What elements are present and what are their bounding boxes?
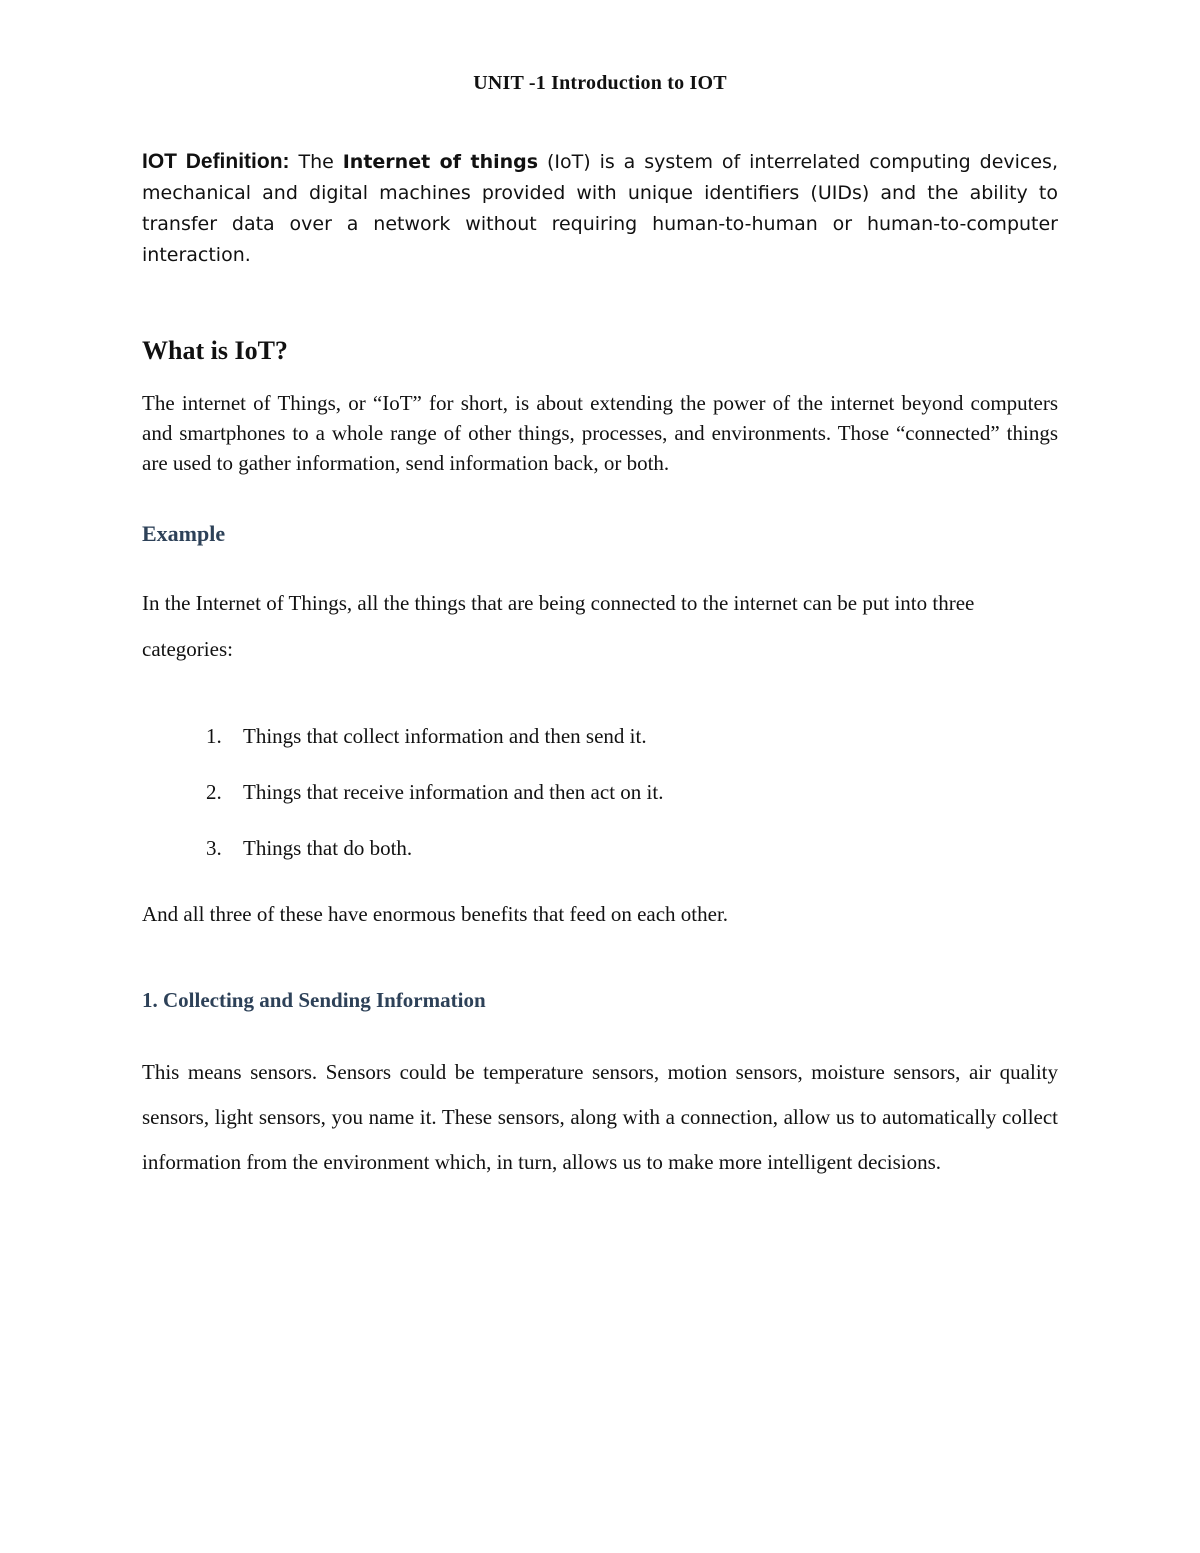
definition-term: Internet of things bbox=[342, 151, 539, 173]
definition-text-after: (IoT) is a system of interrelated computing devices, mechanical and digital machines provided with unique identifiers (UIDs) and the ability to transfer data over a network without requiring human-to-human or human-to-computer interaction. bbox=[142, 151, 1058, 266]
list-item-number: 1. bbox=[206, 724, 222, 748]
unit-title: UNIT -1 Introduction to IOT bbox=[473, 72, 727, 94]
list-item-number: 2. bbox=[206, 780, 222, 804]
list-item-text: Things that receive information and then act on it. bbox=[243, 780, 664, 804]
example-intro-paragraph: In the Internet of Things, all the things that are being connected to the internet can be put into three categories: bbox=[142, 591, 975, 661]
closing-sentence: And all three of these have enormous benefits that feed on each other. bbox=[142, 902, 729, 926]
list-item-text: Things that collect information and then send it. bbox=[243, 724, 647, 748]
collecting-paragraph: This means sensors. Sensors could be temperature sensors, motion sensors, moisture sensors, air quality sensors, light sensors, you name it. These sensors, along with a connection, allow us to automatically collect information from the environment which, in turn, allows us to make more intelligent decisions. bbox=[142, 1060, 1058, 1174]
list-item-text: Things that do both. bbox=[243, 836, 413, 860]
what-is-iot-heading: What is IoT? bbox=[142, 336, 288, 365]
collecting-heading: 1. Collecting and Sending Information bbox=[142, 988, 486, 1012]
definition-text-before: The bbox=[289, 151, 343, 173]
iot-definition-paragraph bbox=[142, 146, 1058, 271]
example-heading: Example bbox=[142, 521, 226, 546]
what-is-iot-paragraph: The internet of Things, or “IoT” for short, is about extending the power of the internet beyond computers and smartphones to a whole range of other things, processes, and environments. Those “connected” things are used to gather information, send information back, or both. bbox=[142, 391, 1058, 475]
definition-label: IOT Definition: bbox=[142, 150, 290, 173]
list-item-number: 3. bbox=[206, 836, 222, 860]
